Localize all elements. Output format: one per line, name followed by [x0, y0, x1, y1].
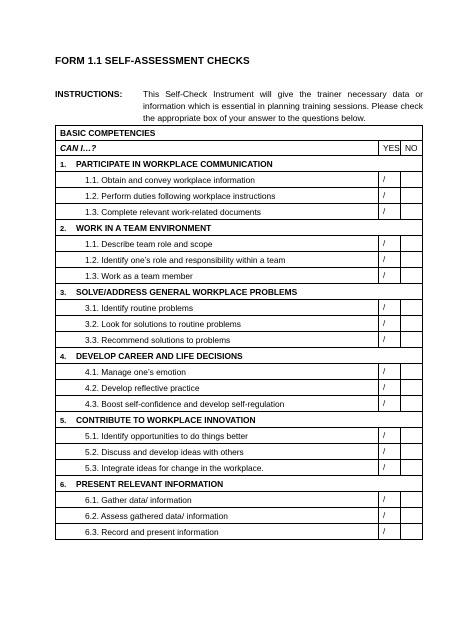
no-checkbox[interactable]: [400, 460, 422, 476]
section-number: 4.: [60, 351, 67, 361]
no-checkbox[interactable]: [400, 364, 422, 380]
section-row: [56, 220, 423, 236]
no-checkbox[interactable]: [400, 396, 422, 412]
competency-item: 4.3. Boost self-confidence and develop self-regulation: [56, 396, 379, 412]
no-checkbox[interactable]: [400, 172, 422, 188]
section-heading: [56, 476, 423, 492]
section-title: PRESENT RELEVANT INFORMATION: [76, 478, 224, 489]
table-row: [56, 268, 423, 284]
yes-checkbox[interactable]: /: [378, 236, 400, 252]
yes-column-header: YES: [378, 141, 400, 156]
section-row: [56, 412, 423, 428]
competency-item: 1.3. Work as a team member: [56, 268, 379, 284]
yes-checkbox[interactable]: /: [378, 332, 400, 348]
no-checkbox[interactable]: [400, 524, 422, 540]
yes-checkbox[interactable]: /: [378, 428, 400, 444]
can-i-row: [56, 141, 423, 156]
table-row: [56, 508, 423, 524]
section-number: 5.: [60, 415, 67, 425]
competency-item: 4.1. Manage one’s emotion: [56, 364, 379, 380]
table-row: [56, 380, 423, 396]
section-number: 3.: [60, 287, 67, 297]
competency-item: 5.3. Integrate ideas for change in the workplace.: [56, 460, 379, 476]
table-row: [56, 492, 423, 508]
no-checkbox[interactable]: [400, 188, 422, 204]
table-row: [56, 332, 423, 348]
section-row: [56, 348, 423, 364]
table-row: [56, 524, 423, 540]
no-checkbox[interactable]: [400, 252, 422, 268]
section-title: PARTICIPATE IN WORKPLACE COMMUNICATION: [76, 158, 273, 169]
section-number: 6.: [60, 479, 67, 489]
section-title: DEVELOP CAREER AND LIFE DECISIONS: [76, 350, 243, 361]
yes-checkbox[interactable]: /: [378, 268, 400, 284]
competency-item: 6.3. Record and present information: [56, 524, 379, 540]
yes-checkbox[interactable]: /: [378, 508, 400, 524]
competency-item: 3.1. Identify routine problems: [56, 300, 379, 316]
section-title: WORK IN A TEAM ENVIRONMENT: [76, 222, 212, 233]
table-row: [56, 252, 423, 268]
competency-item: 6.1. Gather data/ information: [56, 492, 379, 508]
table-row: [56, 172, 423, 188]
table-row: [56, 236, 423, 252]
no-checkbox[interactable]: [400, 300, 422, 316]
no-checkbox[interactable]: [400, 268, 422, 284]
yes-checkbox[interactable]: /: [378, 444, 400, 460]
yes-checkbox[interactable]: /: [378, 172, 400, 188]
yes-checkbox[interactable]: /: [378, 316, 400, 332]
table-row: [56, 188, 423, 204]
section-row: [56, 284, 423, 300]
no-checkbox[interactable]: [400, 204, 422, 220]
instructions: [55, 88, 423, 124]
section-row: [56, 476, 423, 492]
section-row: [56, 156, 423, 172]
yes-checkbox[interactable]: /: [378, 204, 400, 220]
section-heading: [56, 284, 423, 300]
no-checkbox[interactable]: [400, 316, 422, 332]
competency-item: 5.2. Discuss and develop ideas with others: [56, 444, 379, 460]
yes-checkbox[interactable]: /: [378, 492, 400, 508]
no-column-header: NO: [400, 141, 422, 156]
table-row: [56, 396, 423, 412]
section-number: 1.: [60, 159, 67, 169]
table-row: [56, 460, 423, 476]
table-row: [56, 444, 423, 460]
yes-checkbox[interactable]: /: [378, 460, 400, 476]
table-header-row: [56, 126, 423, 141]
no-checkbox[interactable]: [400, 332, 422, 348]
yes-checkbox[interactable]: /: [378, 252, 400, 268]
yes-checkbox[interactable]: /: [378, 300, 400, 316]
table-row: [56, 316, 423, 332]
yes-checkbox[interactable]: /: [378, 380, 400, 396]
section-heading: [56, 412, 423, 428]
form-title: FORM 1.1 SELF-ASSESSMENT CHECKS: [55, 56, 250, 67]
section-number: 2.: [60, 223, 67, 233]
table-row: [56, 364, 423, 380]
competency-item: 1.1. Obtain and convey workplace information: [56, 172, 379, 188]
section-heading: [56, 220, 423, 236]
competency-item: 1.2. Perform duties following workplace instructions: [56, 188, 379, 204]
competency-item: 1.3. Complete relevant work-related documents: [56, 204, 379, 220]
section-heading: [56, 156, 423, 172]
table-row: [56, 300, 423, 316]
competency-item: 4.2. Develop reflective practice: [56, 380, 379, 396]
competency-item: 1.1. Describe team role and scope: [56, 236, 379, 252]
competency-item: 5.1. Identify opportunities to do things better: [56, 428, 379, 444]
no-checkbox[interactable]: [400, 444, 422, 460]
competency-item: 3.3. Recommend solutions to problems: [56, 332, 379, 348]
table-row: [56, 428, 423, 444]
section-title: CONTRIBUTE TO WORKPLACE INNOVATION: [76, 414, 256, 425]
instructions-label: INSTRUCTIONS:: [55, 89, 123, 99]
section-heading: [56, 348, 423, 364]
competency-item: 3.2. Look for solutions to routine problems: [56, 316, 379, 332]
yes-checkbox[interactable]: /: [378, 524, 400, 540]
no-checkbox[interactable]: [400, 492, 422, 508]
instructions-text: This Self-Check Instrument will give the trainer necessary data or information which is essential in planning training sessions. Please check the appropriate box of your answer to the questions below.: [143, 89, 423, 123]
yes-checkbox[interactable]: /: [378, 364, 400, 380]
can-i-label: CAN I…?: [56, 141, 379, 156]
competency-item: 6.2. Assess gathered data/ information: [56, 508, 379, 524]
yes-checkbox[interactable]: /: [378, 188, 400, 204]
table-header: BASIC COMPETENCIES: [56, 126, 423, 141]
section-title: SOLVE/ADDRESS GENERAL WORKPLACE PROBLEMS: [76, 286, 298, 297]
no-checkbox[interactable]: [400, 236, 422, 252]
no-checkbox[interactable]: [400, 508, 422, 524]
no-checkbox[interactable]: [400, 380, 422, 396]
yes-checkbox[interactable]: /: [378, 396, 400, 412]
self-check-table: [55, 125, 423, 540]
competency-item: 1.2. Identify one’s role and responsibility within a team: [56, 252, 379, 268]
no-checkbox[interactable]: [400, 428, 422, 444]
table-row: [56, 204, 423, 220]
